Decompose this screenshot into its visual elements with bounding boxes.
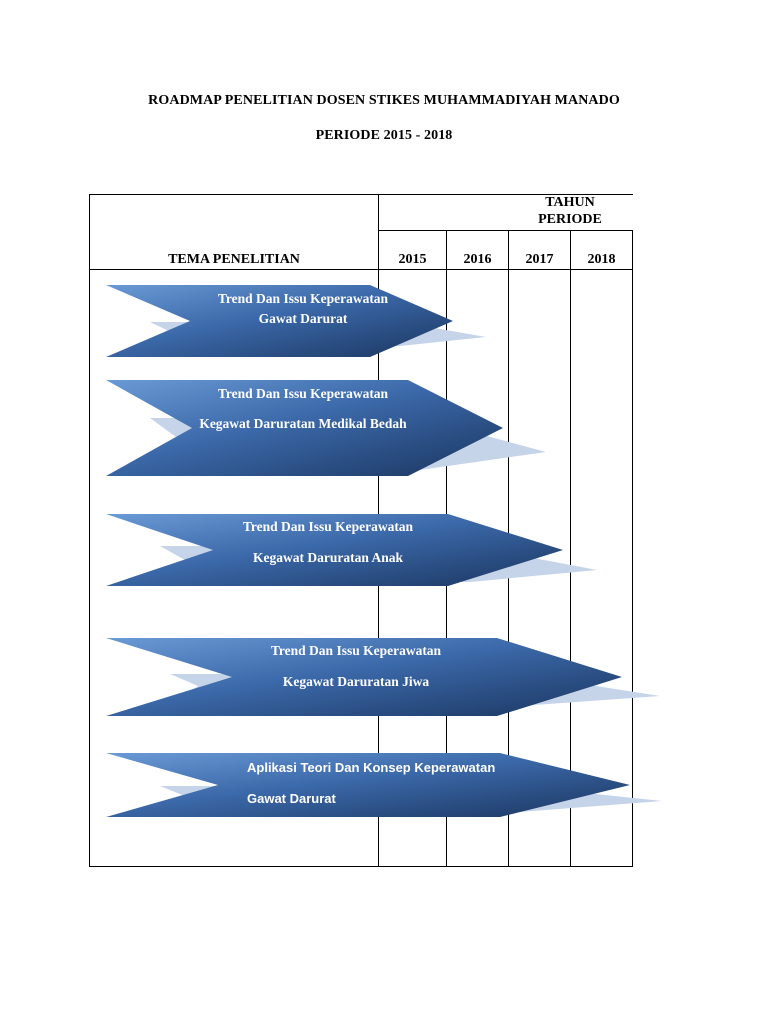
theme-arrow-5 [106,753,662,817]
header-tema-penelitian: TEMA PENELITIAN [168,252,300,267]
header-year-2018: 2018 [587,252,616,267]
theme-arrow-1 [106,285,486,357]
header-year-2015: 2015 [398,252,427,267]
theme-arrow-3-line1: Trend Dan Issu Keperawatan [242,519,414,534]
header-tahun: TAHUN [545,195,595,210]
theme-arrow-3 [106,514,597,586]
theme-arrow-5-line1: Aplikasi Teori Dan Konsep Keperawatan [247,760,496,775]
theme-arrow-1-line1: Trend Dan Issu Keperawatan [217,291,389,306]
header-year-2017: 2017 [525,252,554,267]
theme-arrow-4-line2: Kegawat Daruratan Jiwa [282,674,430,689]
theme-arrow-2 [106,380,546,476]
theme-arrow-2-line2: Kegawat Daruratan Medikal Bedah [199,416,407,431]
document-period: PERIODE 2015 - 2018 [315,128,453,143]
header-year-2016: 2016 [463,252,492,267]
header-periode: PERIODE [538,212,602,227]
theme-arrow-5-line2: Gawat Darurat [247,791,336,806]
document-title: ROADMAP PENELITIAN DOSEN STIKES MUHAMMADIYAH MANADO [148,93,620,108]
theme-arrow-1-line2: Gawat Darurat [258,311,348,326]
theme-arrow-4-line1: Trend Dan Issu Keperawatan [270,643,442,658]
theme-arrow-4 [106,638,660,716]
theme-arrow-2-line1: Trend Dan Issu Keperawatan [217,386,389,401]
theme-arrow-3-line2: Kegawat Daruratan Anak [252,550,404,565]
